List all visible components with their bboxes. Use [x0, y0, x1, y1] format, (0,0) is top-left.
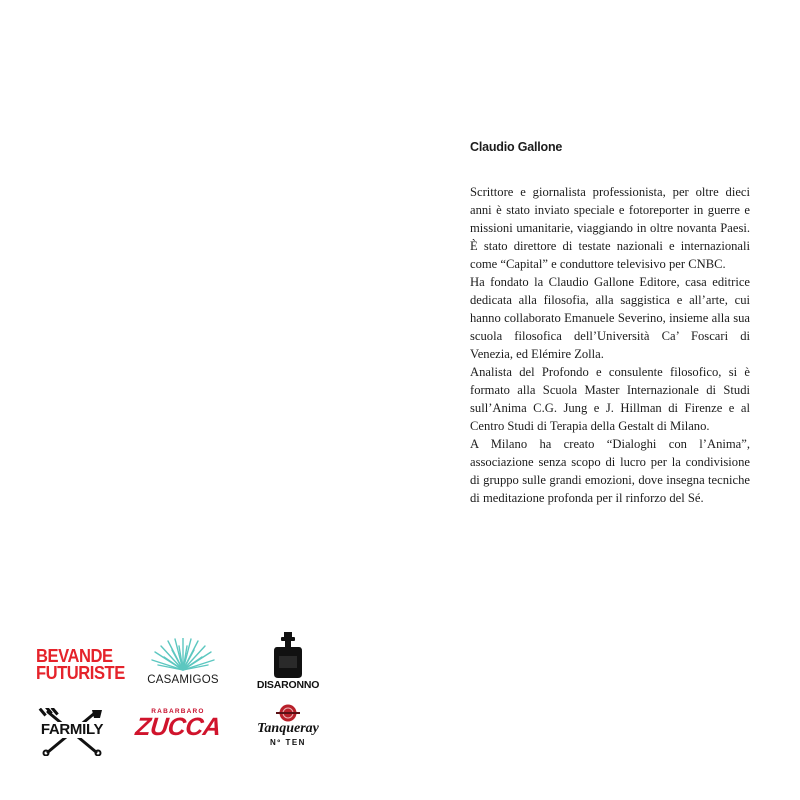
tanqueray-no-ten: Nº TEN: [270, 738, 306, 747]
zucca-subtitle: RABARBARO: [151, 708, 205, 715]
casamigos-logo: [138, 638, 228, 686]
bottle-icon: [273, 632, 303, 678]
zucca-logo: [128, 708, 228, 740]
bio-paragraph: Ha fondato la Claudio Gallone Editore, casa editrice dedicata alla filosofia, alla saggistica e all’arte, cui hanno collaborato Emanuele Severino, insieme alla sua scuola filosofica dell’Università Ca’ Foscari di Venezia, ed Elémire Zolla.: [470, 275, 750, 361]
seal-icon: [276, 703, 300, 723]
bevande-futuriste-logo: [36, 646, 125, 683]
bio-paragraph: A Milano ha creato “Dialoghi con l’Anima”, associazione senza scopo di lucro per la condivisione di gruppo sulle grandi emozioni, dove insegna tecniche di meditazione profonda per il rinforzo del Sé.: [470, 437, 750, 505]
bevande-futuriste-line2: FUTURISTE: [36, 663, 125, 683]
zucca-wordmark: ZUCCA: [134, 713, 223, 741]
farmily-wordmark: FARMILY: [36, 722, 108, 738]
author-bio: [470, 140, 750, 507]
agave-icon: [150, 638, 216, 672]
bio-paragraph: Analista del Profondo e consulente filosofico, si è formato alla Scuola Master Internazionale di Studi sull’Anima C.G. Jung e J. Hillman di Firenze e al Centro Studi di Terapia della Gestalt di Milano.: [470, 365, 750, 433]
tanqueray-wordmark: Tanqueray: [257, 721, 319, 736]
tanqueray-logo: [246, 703, 330, 747]
disaronno-logo: [248, 632, 328, 691]
bevande-futuriste-line1: BEVANDE: [36, 646, 113, 666]
author-name: Claudio Gallone: [470, 140, 563, 154]
casamigos-wordmark: CASAMIGOS: [147, 674, 219, 686]
farmily-logo: [36, 708, 108, 756]
bio-paragraph: Scrittore e giornalista professionista, per oltre dieci anni è stato inviato speciale e fotoreporter in guerre e missioni umanitarie, viaggiando in oltre novanta Paesi. È stato direttore di testate nazionali e internazionali come “Capital” e conduttore televisivo per CNBC.: [470, 185, 750, 271]
disaronno-wordmark: DISARONNO: [256, 679, 320, 691]
